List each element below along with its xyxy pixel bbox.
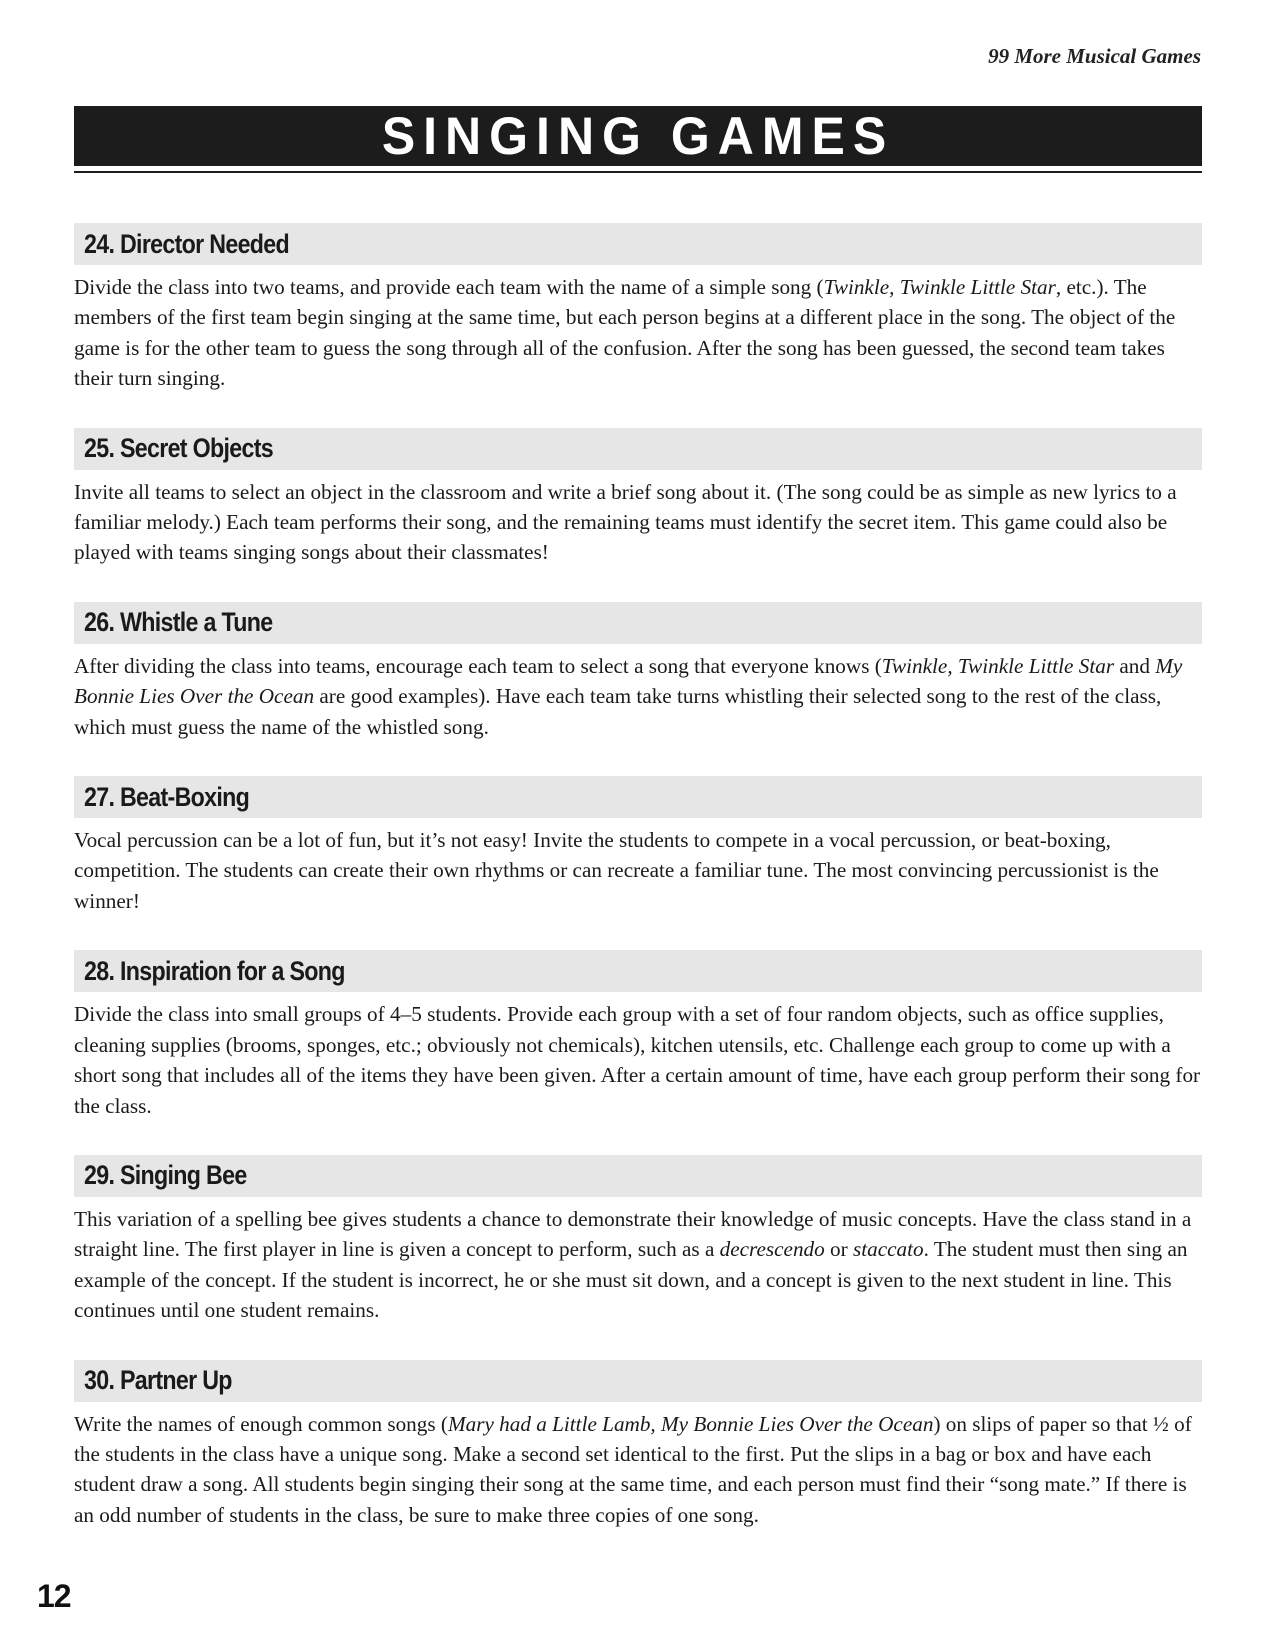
song-title-italic: Mary had a Little Lamb, My Bonnie Lies Over the Ocean [447, 1411, 934, 1436]
game-title: 28. Inspiration for a Song [84, 955, 345, 986]
description-text: or [824, 1237, 853, 1262]
game-title: 24. Director Needed [84, 228, 290, 259]
description-text: Divide the class into two teams, and provide each team with the name of a simple song ( [74, 275, 824, 299]
description-text: ) on slips of paper so that ½ of the students in the class have a unique song. Make a second set identical to the first. Put the slips in a bag or box and have each student draw a song. All students begin singing their song at the same time, and each person must find their “song mate.” If there is an odd number of students in the class, be sure to make three copies of one song. [74, 1411, 1192, 1527]
game-title: 27. Beat-Boxing [84, 781, 250, 812]
description-text: . The student must then sing an example of the concept. If the student is incorrect, he or she must sit down, and a concept is given to the next student in line. This continues until one student remains. [74, 1237, 1188, 1323]
game-description [74, 1204, 1202, 1326]
game-section [74, 776, 1202, 916]
game-section [74, 1360, 1202, 1531]
song-title-italic: My Bonnie Lies Over the Ocean [74, 653, 1183, 709]
game-heading [74, 1360, 1202, 1402]
game-title: 25. Secret Objects [84, 433, 273, 464]
games-list [74, 223, 1202, 1564]
description-text: Invite all teams to select an object in the classroom and write a brief song about it. (The song could be as simple as new lyrics to a familiar melody.) Each team performs their song, and the remaining teams must identify the secret item. This game could also be played with teams singing songs about their classmates! [74, 479, 1177, 565]
game-description [74, 477, 1202, 568]
description-text: After dividing the class into teams, encourage each team to select a song that everyone knows ( [74, 653, 882, 678]
section-banner [74, 106, 1202, 166]
song-title-italic: Twinkle, Twinkle Little Star [881, 653, 1115, 678]
song-title-italic: decrescendo [719, 1237, 825, 1262]
game-heading [74, 1155, 1202, 1197]
description-text: , etc.). The members of the first team begin singing at the same time, but each person begins at a different place in the song. The object of the game is for the other team to guess the song through all of the confusion. After the song has been guessed, the second team takes their turn singing. [74, 275, 1176, 391]
game-heading [74, 602, 1202, 644]
game-description [74, 825, 1202, 916]
description-text: Divide the class into small groups of 4–5 students. Provide each group with a set of four random objects, such as office supplies, cleaning supplies (brooms, sponges, etc.; obviously not chemicals), kitchen utensils, etc. Challenge each group to come up with a short song that includes all of the items they have been given. After a certain amount of time, have each group perform their song for the class. [74, 1002, 1201, 1118]
description-text: Write the names of enough common songs ( [74, 1411, 448, 1436]
game-description [74, 272, 1202, 394]
game-heading [74, 776, 1202, 818]
game-description [74, 651, 1202, 742]
game-title: 26. Whistle a Tune [84, 607, 273, 638]
game-section [74, 428, 1202, 568]
description-text: and [1114, 653, 1156, 678]
game-section [74, 602, 1202, 742]
game-description [74, 1409, 1202, 1531]
description-text: are good examples). Have each team take turns whistling their selected song to the rest of the class, which must guess the name of the whistled song. [74, 684, 1162, 739]
description-text: Vocal percussion can be a lot of fun, but it’s not easy! Invite the students to compete in a vocal percussion, or beat-boxing, competition. The students can create their own rhythms or can recreate a familiar tune. The most convincing percussionist is the winner! [74, 828, 1159, 913]
game-heading [74, 223, 1202, 265]
game-heading [74, 428, 1202, 470]
game-section [74, 950, 1202, 1121]
game-heading [74, 950, 1202, 992]
game-title: 30. Partner Up [84, 1365, 232, 1396]
song-title-italic: staccato [853, 1237, 924, 1262]
description-text: This variation of a spelling bee gives students a chance to demonstrate their knowledge of music concepts. Have the class stand in a straight line. The first player in line is given a concept to perform, such as a [74, 1206, 1192, 1262]
song-title-italic: Twinkle, Twinkle Little Star [823, 275, 1056, 299]
page-number: 12 [37, 1578, 71, 1614]
section-title: SINGING GAMES [381, 106, 895, 166]
game-description [74, 999, 1202, 1121]
game-title: 29. Singing Bee [84, 1160, 247, 1191]
game-section [74, 223, 1202, 394]
running-head: 99 More Musical Games [988, 44, 1201, 68]
game-section [74, 1155, 1202, 1326]
